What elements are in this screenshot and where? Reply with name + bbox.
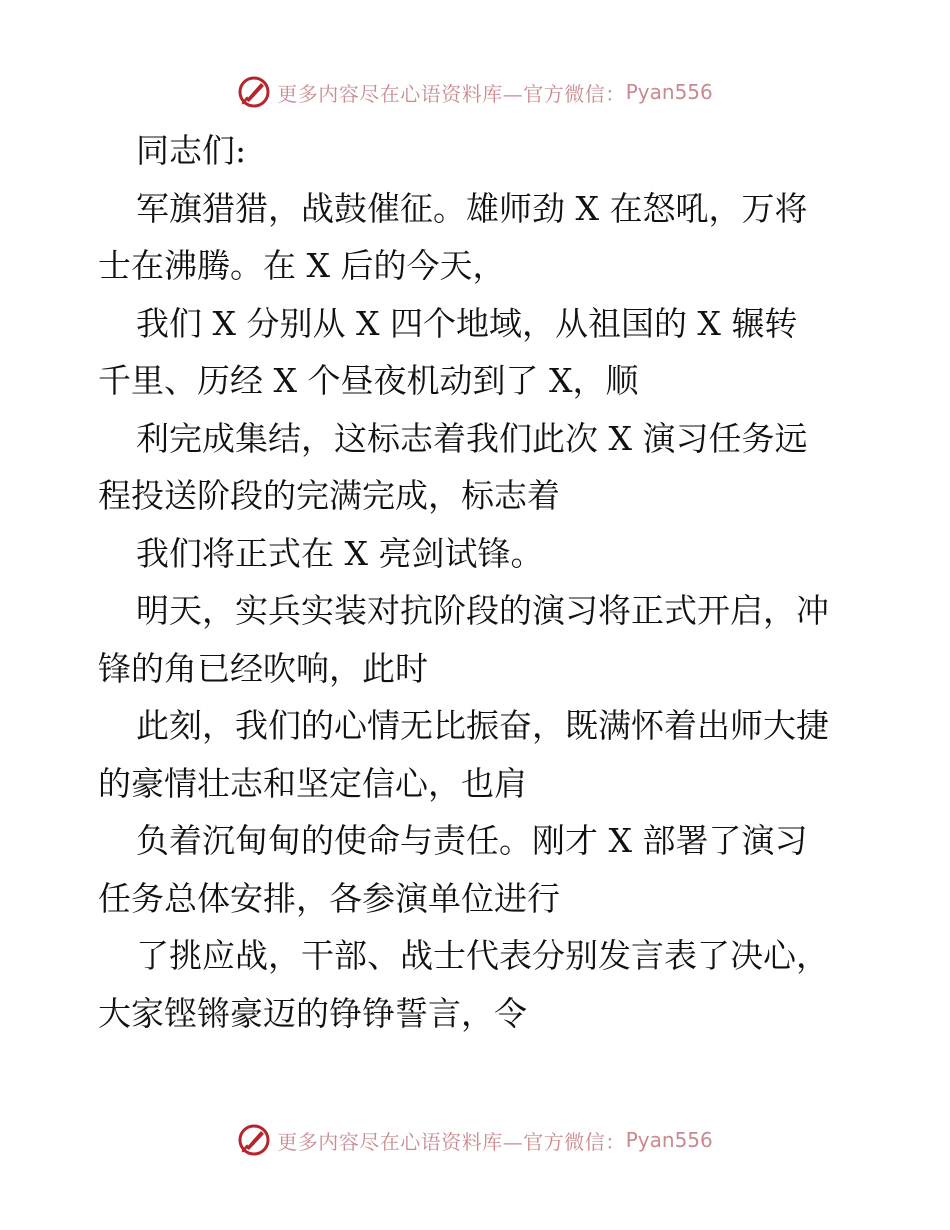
document-body xyxy=(98,122,858,1042)
text-line: 士在沸腾。在 X 后的今天， xyxy=(98,246,506,285)
text-line: 千里、历经 X 个昼夜机动到了 X，顺 xyxy=(98,361,639,400)
text-line: 军旗猎猎，战鼓催征。雄师劲 X 在怒吼，万将 xyxy=(136,188,808,228)
footer-wechat-id: Pyan556 xyxy=(625,1128,713,1152)
text-line: 任务总体安排，各参演单位进行 xyxy=(98,878,560,918)
text-line: 明天，实兵实装对抗阶段的演习将正式开启，冲 xyxy=(136,591,829,630)
text-line: 锋的角已经吹响，此时 xyxy=(98,648,428,688)
quill-logo-icon xyxy=(237,1123,271,1157)
quill-logo-icon xyxy=(237,75,271,109)
text-line: 同志们: xyxy=(136,131,247,170)
text-line: 负着沉甸甸的使命与责任。刚才 X 部署了演习 xyxy=(136,821,808,860)
footer-banner xyxy=(0,1120,950,1160)
header-wechat-id: Pyan556 xyxy=(625,80,713,104)
text-line: 我们 X 分别从 X 四个地域，从祖国的 X 辗转 xyxy=(136,303,798,343)
text-line: 程投送阶段的完满完成，标志着 xyxy=(98,476,560,515)
text-line: 大家铿锵豪迈的铮铮誓言，令 xyxy=(98,993,527,1033)
text-line: 的豪情壮志和坚定信心，也肩 xyxy=(98,763,527,803)
text-line: 了挑应战，干部、战士代表分别发言表了决心， xyxy=(136,936,829,975)
text-line: 利完成集结，这标志着我们此次 X 演习任务远 xyxy=(136,418,808,458)
header-banner xyxy=(0,72,950,112)
text-line: 此刻，我们的心情无比振奋，既满怀着出师大捷 xyxy=(136,706,829,745)
text-line: 我们将正式在 X 亮剑试锋。 xyxy=(136,533,544,573)
footer-brand-text: 更多内容尽在心语资料库—官方微信： xyxy=(277,1129,626,1154)
header-brand-text: 更多内容尽在心语资料库—官方微信： xyxy=(277,81,626,106)
